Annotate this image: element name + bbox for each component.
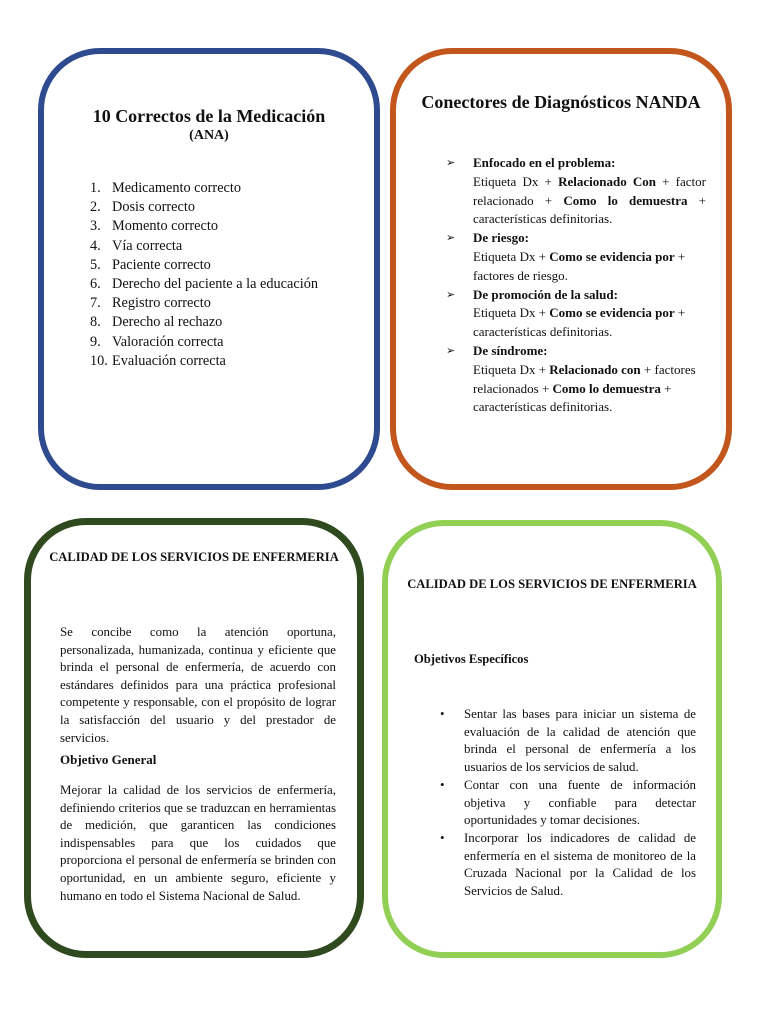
list-item-text: Dosis correcto <box>112 199 195 216</box>
list-item <box>90 333 318 352</box>
list-item <box>90 256 318 275</box>
connector-heading: Enfocado en el problema: <box>473 155 616 170</box>
nursing-quality-specific-card <box>382 520 722 958</box>
list-item-text: Momento correcto <box>112 218 218 235</box>
bullet-icon: • <box>440 830 445 845</box>
general-objective-heading: Objetivo General <box>60 752 157 767</box>
arrow-bullet-icon: ➢ <box>446 157 456 169</box>
list-item-text: Sentar las bases para iniciar un sistema de evaluación de la calidad de atención que brinda el personal de enfermería a los usuarios de los servicios de salud. <box>464 707 696 775</box>
specific-objectives-heading: Objetivos Específicos <box>414 652 529 666</box>
list-item-number: 10. <box>90 352 108 369</box>
specific-objectives-list <box>436 706 696 901</box>
list-item-text: Evaluación correcta <box>112 352 226 369</box>
list-item <box>90 313 318 332</box>
list-item-text: Derecho al rechazo <box>112 314 223 331</box>
list-item-number: 4. <box>90 237 101 254</box>
list-item <box>90 352 318 371</box>
connector-heading: De síndrome: <box>473 342 548 358</box>
card-title: CALIDAD DE LOS SERVICIOS DE ENFERMERIA <box>49 550 339 564</box>
card-title: Conectores de Diagnósticos NANDA <box>421 92 701 112</box>
list-item-number: 6. <box>90 275 101 292</box>
list-item <box>90 237 318 256</box>
arrow-bullet-icon: ➢ <box>446 288 456 301</box>
general-objective-paragraph: Mejorar la calidad de los servicios de enfermería, definiendo criterios que se traduzcan en herramientas de medición, que garanticen las condiciones indispensables para que los cuidados que proporciona el personal de enfermería se brinden con oportunidad, en un ambiente seguro, eficiente y humano en todo el Sistema Nacional de Salud. <box>60 783 336 903</box>
list-item <box>436 777 696 830</box>
list-item-text: Paciente correcto <box>112 256 211 273</box>
list-item <box>90 217 318 236</box>
bullet-icon: • <box>440 777 445 792</box>
bullet-icon: • <box>440 707 445 721</box>
card-title: 10 Correctos de la Medicación <box>92 106 326 126</box>
list-item <box>90 275 318 294</box>
arrow-bullet-icon: ➢ <box>446 344 456 357</box>
list-item-number: 7. <box>90 295 101 312</box>
connector-heading: De riesgo: <box>473 230 529 246</box>
arrow-bullet-icon: ➢ <box>446 232 456 245</box>
list-item-number: 8. <box>90 314 101 331</box>
list-item-number: 5. <box>90 256 101 273</box>
list-item-text: Incorporar los indicadores de calidad de enfermería en el sistema de monitoreo de la Cruzada Nacional por la Calidad de los Servicios de Salud. <box>464 830 696 899</box>
list-item-text: Derecho del paciente a la educación <box>112 275 318 292</box>
connector-item-health-promotion <box>446 286 706 342</box>
connector-formula: Etiqueta Dx + Relacionado con + factores relacionados + Como lo demuestra + características definitorias. <box>473 361 696 415</box>
list-item-text: Contar con una fuente de información objetiva y confiable para detectar oportunidades y tomar decisiones. <box>464 777 696 828</box>
connector-formula: Etiqueta Dx + Relacionado Con + factor relacionado + Como lo demuestra + características definitorias. <box>473 173 706 227</box>
list-item <box>90 294 318 313</box>
connector-formula: Etiqueta Dx + Como se evidencia por + factores de riesgo. <box>473 248 686 283</box>
list-item <box>436 706 696 777</box>
card-title: CALIDAD DE LOS SERVICIOS DE ENFERMERIA <box>407 577 697 591</box>
connector-item-risk <box>446 229 706 285</box>
list-item <box>90 198 318 217</box>
list-item-text: Registro correcto <box>112 295 211 312</box>
list-item-text: Valoración correcta <box>112 333 224 350</box>
connector-item-problem <box>446 154 706 229</box>
medication-rights-list <box>90 179 318 371</box>
nursing-quality-general-card <box>24 518 364 958</box>
list-item-number: 3. <box>90 218 101 235</box>
list-item-number: 1. <box>90 180 101 196</box>
nanda-connectors-card <box>390 48 732 490</box>
connector-formula: Etiqueta Dx + Como se evidencia por + características definitorias. <box>473 305 686 340</box>
connector-heading: De promoción de la salud: <box>473 286 618 302</box>
connector-item-syndrome <box>446 342 706 417</box>
list-item <box>90 179 318 198</box>
medication-rights-card <box>38 48 380 490</box>
definition-paragraph: Se concibe como la atención oportuna, personalizada, humanizada, continua y eficiente que brinda el personal de enfermería, de acuerdo con estándares definidos para una práctica profesional competente y responsable, con el propósito de lograr la satisfacción del usuario y del prestador de servicios. <box>60 625 336 745</box>
nanda-connectors-list <box>446 154 706 417</box>
card-subtitle: (ANA) <box>189 128 229 143</box>
list-item-text: Medicamento correcto <box>112 180 242 196</box>
list-item-number: 9. <box>90 333 101 350</box>
list-item-text: Vía correcta <box>112 237 183 254</box>
list-item-number: 2. <box>90 199 101 216</box>
list-item <box>436 830 696 901</box>
